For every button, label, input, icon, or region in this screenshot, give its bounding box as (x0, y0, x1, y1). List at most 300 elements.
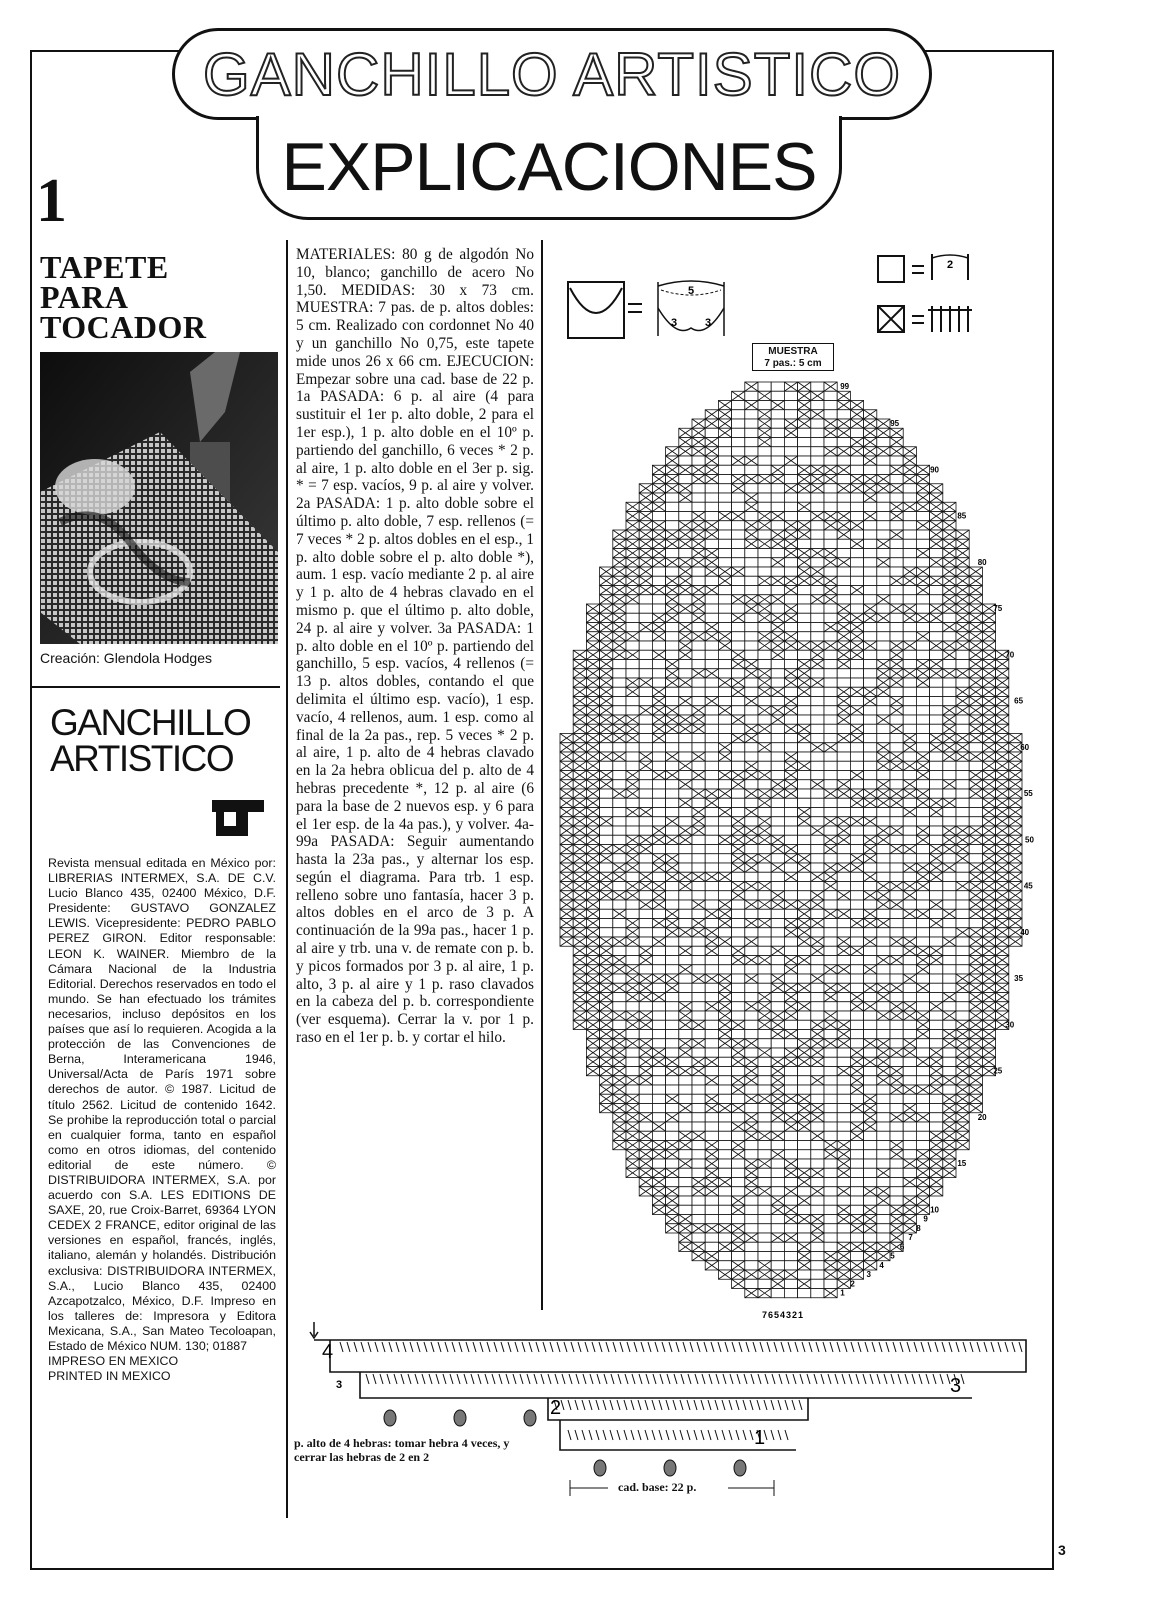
chart-cell (811, 771, 824, 780)
chart-cell (771, 993, 784, 1002)
chart-cell (890, 1104, 903, 1113)
chart-cell (956, 761, 969, 770)
stitch-mark (494, 1342, 497, 1352)
chart-cell (850, 1020, 863, 1029)
chart-cell (758, 928, 771, 937)
chart-cell (824, 502, 837, 511)
chart-cell (626, 660, 639, 669)
chart-cell (758, 1122, 771, 1131)
chart-cell (956, 937, 969, 946)
chart-cell (732, 965, 745, 974)
chart-cell (877, 771, 890, 780)
stitch-mark (380, 1374, 383, 1384)
chart-cell (798, 512, 811, 521)
chart-cell (877, 928, 890, 937)
chart-cell (718, 1076, 731, 1085)
chart-cell (877, 549, 890, 558)
chart-cell (718, 798, 731, 807)
chart-cell (718, 1159, 731, 1168)
publisher-logo-icon (208, 790, 268, 842)
chart-cell (864, 650, 877, 659)
chart-cell (850, 872, 863, 881)
chart-cell (639, 798, 652, 807)
chart-cell (850, 1094, 863, 1103)
chart-row-label: 10 (930, 1205, 939, 1215)
chart-cell (930, 586, 943, 595)
chart-cell (916, 900, 929, 909)
chart-cell (943, 632, 956, 641)
chart-cell (798, 1085, 811, 1094)
chart-cell (639, 854, 652, 863)
chart-cell (837, 1122, 850, 1131)
stitch-mark (933, 1374, 936, 1384)
chart-cell (771, 604, 784, 613)
stitch-mark (610, 1430, 613, 1440)
chart-cell (890, 1094, 903, 1103)
chart-cell (758, 1178, 771, 1187)
chart-cell (916, 530, 929, 539)
chart-cell (718, 521, 731, 530)
stitch-mark (702, 1374, 705, 1384)
chart-cell (784, 1224, 797, 1233)
chart-cell (732, 419, 745, 428)
chart-cell (916, 743, 929, 752)
chart-cell (850, 715, 863, 724)
chart-cell (824, 530, 837, 539)
stitch-mark (778, 1400, 781, 1410)
chart-cell (811, 1279, 824, 1288)
chart-cell (718, 1215, 731, 1224)
chart-cell (745, 678, 758, 687)
chart-cell (784, 1067, 797, 1076)
chart-cell (890, 586, 903, 595)
chart-cell (639, 1122, 652, 1131)
chart-cell (903, 558, 916, 567)
chart-cell (745, 1104, 758, 1113)
chart-cell (837, 567, 850, 576)
chart-cell (732, 1168, 745, 1177)
stitch-mark (792, 1400, 795, 1410)
chart-cell (864, 715, 877, 724)
chart-cell (850, 1168, 863, 1177)
chart-cell (718, 447, 731, 456)
chart-cell (798, 752, 811, 761)
chart-cell (692, 1030, 705, 1039)
chart-cell (811, 1178, 824, 1187)
stitch-mark (687, 1400, 690, 1410)
chart-cell (771, 456, 784, 465)
chart-cell (666, 1159, 679, 1168)
chart-cell (811, 456, 824, 465)
chart-cell (930, 1104, 943, 1113)
chart-cell (679, 1113, 692, 1122)
chart-cell (930, 1039, 943, 1048)
chart-cell (824, 632, 837, 641)
chart-cell (824, 697, 837, 706)
chart-cell (877, 724, 890, 733)
chart-cell (824, 1178, 837, 1187)
chart-cell (692, 650, 705, 659)
chart-cell (784, 1020, 797, 1029)
chart-cell (837, 771, 850, 780)
stitch-mark (613, 1342, 616, 1352)
chart-cell (718, 1252, 731, 1261)
chart-cell (679, 983, 692, 992)
chart-cell (864, 530, 877, 539)
chart-cell (956, 780, 969, 789)
chart-cell (903, 650, 916, 659)
chart-cell (705, 1085, 718, 1094)
chart-cell (705, 780, 718, 789)
chart-cell (652, 641, 665, 650)
chart-cell (679, 1094, 692, 1103)
stitch-mark (403, 1342, 406, 1352)
chart-cell (784, 1150, 797, 1159)
chart-cell (718, 946, 731, 955)
chart-cell (652, 512, 665, 521)
stitch-mark (736, 1400, 739, 1410)
chart-cell (745, 641, 758, 650)
chart-cell (758, 660, 771, 669)
chart-cell (639, 789, 652, 798)
chart-cell (784, 650, 797, 659)
chart-cell (956, 956, 969, 965)
chart-cell (705, 900, 718, 909)
chart-cell (784, 502, 797, 511)
chart-cell (705, 715, 718, 724)
stitch-mark (624, 1400, 627, 1410)
chart-cell (969, 798, 982, 807)
chart-cell (732, 669, 745, 678)
chart-cell (679, 687, 692, 696)
chart-cell (798, 1224, 811, 1233)
stitch-mark (856, 1374, 859, 1384)
chart-cell (890, 965, 903, 974)
chart-cell (718, 539, 731, 548)
chart-cell (679, 909, 692, 918)
stitch-mark (771, 1400, 774, 1410)
stitch-mark (786, 1374, 789, 1384)
chart-cell (850, 576, 863, 585)
chart-cell (745, 909, 758, 918)
chart-cell (890, 613, 903, 622)
chart-cell (837, 493, 850, 502)
stitch-mark (744, 1374, 747, 1384)
chart-cell (890, 539, 903, 548)
chart-cell (824, 974, 837, 983)
chart-cell (652, 1113, 665, 1122)
chart-cell (864, 632, 877, 641)
chart-cell (666, 891, 679, 900)
chart-cell (837, 798, 850, 807)
chart-cell (811, 558, 824, 567)
chart-cell (718, 1205, 731, 1214)
stitch-mark (872, 1342, 875, 1352)
chart-cell (771, 808, 784, 817)
chart-cell (666, 512, 679, 521)
chart-cell (758, 761, 771, 770)
chart-cell (652, 669, 665, 678)
chart-cell (890, 808, 903, 817)
chart-row-label: 6 (899, 1242, 905, 1252)
stitch-mark (1019, 1342, 1022, 1352)
stitch-mark (870, 1374, 873, 1384)
chart-cell (718, 891, 731, 900)
chart-cell (705, 493, 718, 502)
chart-cell (771, 928, 784, 937)
chart-cell (758, 1224, 771, 1233)
chart-cell (877, 576, 890, 585)
chart-cell (811, 928, 824, 937)
chart-cell (877, 1205, 890, 1214)
chart-cell (679, 502, 692, 511)
chart-cell (666, 1039, 679, 1048)
chart-cell (639, 613, 652, 622)
chart-cell (771, 419, 784, 428)
chart-cell (626, 613, 639, 622)
chart-cell (969, 919, 982, 928)
chart-cell (877, 641, 890, 650)
stitch-mark (676, 1342, 679, 1352)
chart-cell (850, 1196, 863, 1205)
chart-cell (784, 817, 797, 826)
chart-cell (811, 1141, 824, 1150)
chart-cell (811, 623, 824, 632)
chart-cell (784, 835, 797, 844)
chart-cell (824, 706, 837, 715)
chart-cell (903, 493, 916, 502)
chart-cell (758, 623, 771, 632)
chart-cell (890, 835, 903, 844)
chart-cell (943, 872, 956, 881)
chart-cell (679, 974, 692, 983)
stitch-mark (716, 1374, 719, 1384)
chart-cell (864, 752, 877, 761)
chart-cell (771, 669, 784, 678)
chart-cell (692, 1233, 705, 1242)
chart-cell (930, 771, 943, 780)
chart-cell (705, 604, 718, 613)
chart-cell (745, 419, 758, 428)
chart-cell (850, 1205, 863, 1214)
chart-row-label: 9 (923, 1214, 928, 1224)
stitch-mark (893, 1342, 896, 1352)
stitch-mark (666, 1430, 669, 1440)
picot-mark (594, 1460, 606, 1476)
chart-cell (784, 438, 797, 447)
chart-cell (613, 743, 626, 752)
chart-cell (639, 1030, 652, 1039)
chart-cell (705, 1067, 718, 1076)
stitch-mark (729, 1400, 732, 1410)
chart-cell (732, 761, 745, 770)
chart-cell (850, 983, 863, 992)
chart-cell (771, 752, 784, 761)
chart-cell (600, 789, 613, 798)
chart-cell (877, 937, 890, 946)
stitch-mark (631, 1400, 634, 1410)
stitch-mark (652, 1400, 655, 1410)
stitch-mark (408, 1374, 411, 1384)
chart-cell (890, 567, 903, 576)
stitch-mark (905, 1374, 908, 1384)
chart-cell (850, 780, 863, 789)
chart-cell (732, 798, 745, 807)
chart-cell (916, 650, 929, 659)
chart-cell (850, 965, 863, 974)
stitch-mark (638, 1400, 641, 1410)
chart-cell (613, 900, 626, 909)
chart-cell (784, 475, 797, 484)
chart-cell (877, 1233, 890, 1242)
stitch-mark (568, 1400, 571, 1410)
chart-cell (956, 798, 969, 807)
chart-cell (771, 1141, 784, 1150)
chart-cell (705, 1113, 718, 1122)
chart-cell (613, 919, 626, 928)
chart-cell (758, 1085, 771, 1094)
stitch-mark (550, 1342, 553, 1352)
chart-cell (811, 613, 824, 622)
chart-cell (758, 983, 771, 992)
chart-cell (811, 539, 824, 548)
chart-cell (718, 761, 731, 770)
chart-row-label: 90 (930, 465, 939, 475)
stitch-mark (464, 1374, 467, 1384)
chart-cell (824, 1131, 837, 1140)
chart-cell (824, 539, 837, 548)
chart-cell (837, 475, 850, 484)
chart-cell (705, 771, 718, 780)
stitch-mark (765, 1374, 768, 1384)
chart-cell (811, 882, 824, 891)
chart-cell (930, 835, 943, 844)
chart-cell (732, 697, 745, 706)
chart-cell (692, 891, 705, 900)
chart-cell (811, 382, 824, 391)
stitch-mark (485, 1374, 488, 1384)
stitch-mark (596, 1430, 599, 1440)
chart-cell (890, 928, 903, 937)
chart-cell (824, 937, 837, 946)
chart-cell (626, 1085, 639, 1094)
chart-cell (718, 826, 731, 835)
chart-cell (679, 1150, 692, 1159)
picot-mark (664, 1460, 676, 1476)
chart-cell (718, 928, 731, 937)
chart-cell (718, 475, 731, 484)
chart-cell (652, 780, 665, 789)
chart-cell (903, 1020, 916, 1029)
stitch-mark (715, 1400, 718, 1410)
chart-cell (877, 734, 890, 743)
chart-cell (784, 391, 797, 400)
chart-cell (613, 706, 626, 715)
chart-cell (745, 1261, 758, 1270)
gauge-box (752, 343, 834, 371)
chart-cell (811, 854, 824, 863)
chart-cell (877, 1178, 890, 1187)
chart-cell (639, 641, 652, 650)
stitch-mark (438, 1342, 441, 1352)
chart-cell (758, 1141, 771, 1150)
chart-cell (758, 558, 771, 567)
chart-cell (718, 965, 731, 974)
chart-cell (732, 1002, 745, 1011)
chart-cell (705, 595, 718, 604)
chart-cell (837, 595, 850, 604)
chart-cell (771, 678, 784, 687)
stitch-mark (683, 1342, 686, 1352)
chart-cell (705, 1020, 718, 1029)
chart-cell (771, 549, 784, 558)
chart-cell (758, 456, 771, 465)
chart-cell (758, 1233, 771, 1242)
chart-cell (824, 1104, 837, 1113)
chart-cell (956, 650, 969, 659)
chart-cell (850, 660, 863, 669)
chart-cell (666, 900, 679, 909)
stitch-mark (429, 1374, 432, 1384)
chart-cell (864, 771, 877, 780)
chart-cell (732, 1252, 745, 1261)
chart-cell (692, 798, 705, 807)
chart-cell (666, 1131, 679, 1140)
chart-cell (916, 1122, 929, 1131)
chart-cell (732, 604, 745, 613)
chart-cell (824, 734, 837, 743)
chart-cell (864, 465, 877, 474)
chart-cell (758, 1057, 771, 1066)
chart-cell (784, 1076, 797, 1085)
chart-cell (850, 1178, 863, 1187)
chart-cell (864, 956, 877, 965)
magazine-title: GANCHILLO ARTISTICO (202, 40, 902, 108)
stitch-mark (583, 1374, 586, 1384)
chart-cell (732, 1215, 745, 1224)
chart-cell (666, 632, 679, 641)
stitch-mark (659, 1400, 662, 1410)
chart-cell (784, 808, 797, 817)
chart-cell (824, 798, 837, 807)
chart-cell (864, 502, 877, 511)
chart-cell (890, 687, 903, 696)
chart-cell (864, 1196, 877, 1205)
stitch-mark (680, 1430, 683, 1440)
chart-cell (811, 835, 824, 844)
chart-cell (758, 946, 771, 955)
chart-cell (600, 863, 613, 872)
chart-cell (692, 761, 705, 770)
chart-cell (666, 650, 679, 659)
chart-cell (613, 678, 626, 687)
chart-cell (626, 1057, 639, 1066)
chart-cell (811, 845, 824, 854)
chart-cell (613, 882, 626, 891)
chart-cell (890, 817, 903, 826)
stitch-mark (589, 1430, 592, 1440)
chart-cell (956, 808, 969, 817)
chart-cell (837, 919, 850, 928)
chart-cell (718, 558, 731, 567)
chart-cell (890, 771, 903, 780)
chart-cell (916, 845, 929, 854)
stitch-mark (529, 1342, 532, 1352)
stitch-mark (466, 1342, 469, 1352)
chart-cell (666, 567, 679, 576)
chart-cell (705, 956, 718, 965)
chart-cell (930, 937, 943, 946)
